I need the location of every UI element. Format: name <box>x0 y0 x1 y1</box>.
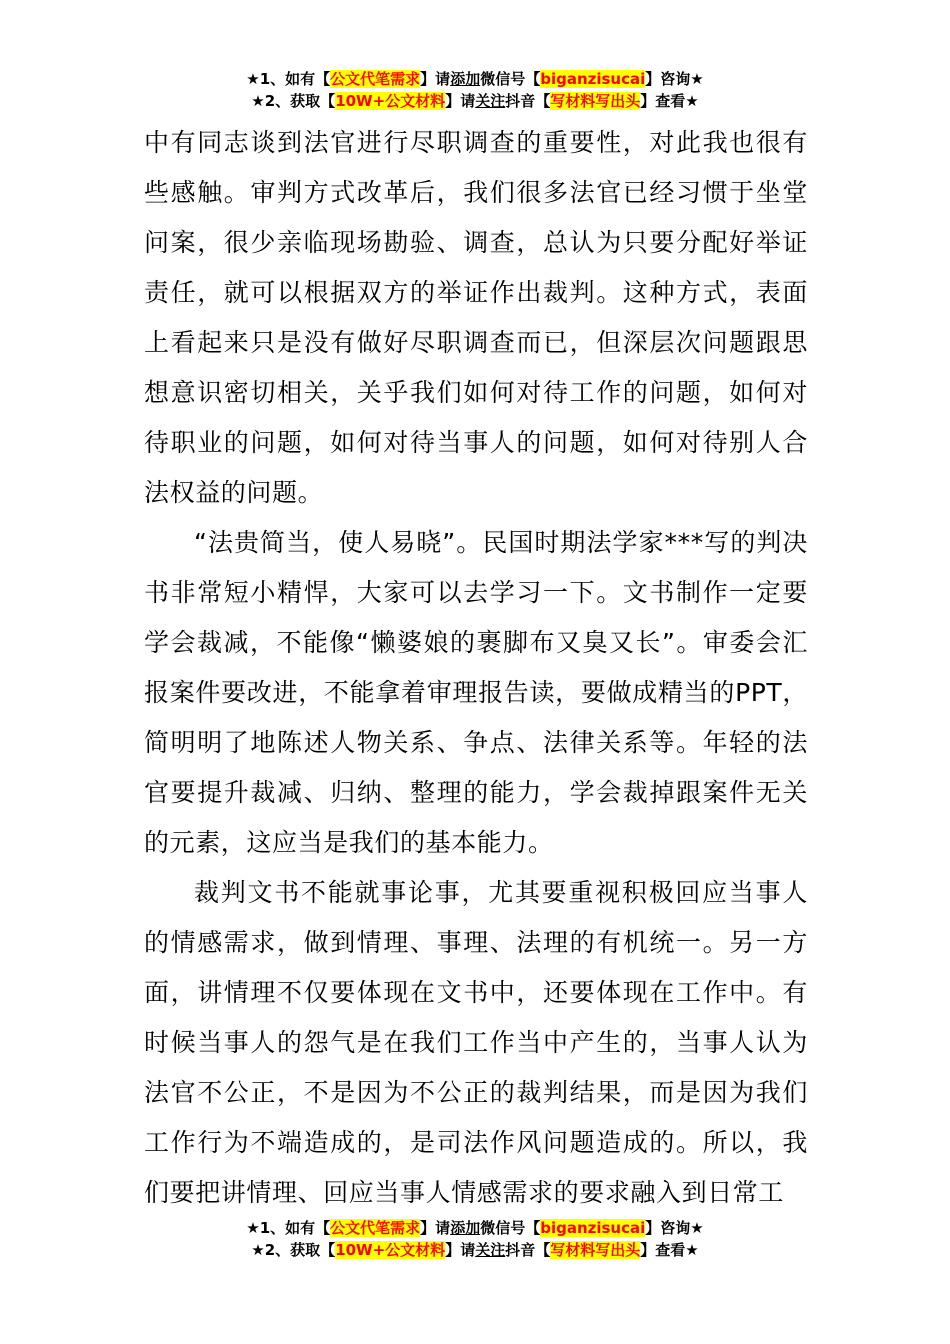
banner-text: ★1、如有【 <box>246 70 331 88</box>
banner-text: 】查看★ <box>640 1241 699 1259</box>
highlight-wechat-id: biganzisucai <box>540 1219 646 1237</box>
banner-text: ★1、如有【 <box>246 1219 331 1237</box>
footer-banner <box>0 1217 950 1261</box>
underlined-add: 添加 <box>450 70 481 88</box>
highlight-wechat-id: biganzisucai <box>540 70 646 88</box>
banner-line-2 <box>0 90 950 112</box>
banner-text: 】咨询★ <box>645 1219 704 1237</box>
banner-text: 】咨询★ <box>645 70 704 88</box>
banner-text: 】请 <box>445 92 476 110</box>
banner-text: 抖音【 <box>505 92 551 110</box>
banner-text: 】查看★ <box>640 92 699 110</box>
paragraph-3: 裁判文书不能就事论事，尤其要重视积极回应当事人的情感需求，做到情理、事理、法理的有机统一。另一方面，讲情理不仅要体现在文书中，还要体现在工作中。有时候当事人的怨气是在我们工作当中产生的，当事人认为法官不公正，不是因为不公正的裁判结果，而是因为我们工作行为不端造成的，是司法作风问题造成的。所以，我们要把讲情理、回应当事人情感需求的要求融入到日常工 <box>144 878 808 1207</box>
underlined-follow: 关注 <box>475 92 506 110</box>
banner-text: 抖音【 <box>505 1241 551 1259</box>
paragraph-1: 中有同志谈到法官进行尽职调查的重要性，对此我也很有些感触。审判方式改革后，我们很多法官已经习惯于坐堂问案，很少亲临现场勘验、调查，总认为只要分配好举证责任，就可以根据双方的举证作出裁判。这种方式，表面上看起来只是没有做好尽职调查而已，但深层次问题跟思想意识密切相关，关乎我们如何对待工作的问题，如何对待职业的问题，如何对待当事人的问题，如何对待别人合法权益的问题。 <box>144 128 808 507</box>
banner-text: 微信号【 <box>480 1219 541 1237</box>
banner-line-2 <box>0 1239 950 1261</box>
document-body <box>144 118 808 1218</box>
highlight-douyin-account: 写材料写出头 <box>550 92 641 110</box>
banner-text: 】请 <box>420 1219 451 1237</box>
underlined-add: 添加 <box>450 1219 481 1237</box>
highlight-douyin-account: 写材料写出头 <box>550 1241 641 1259</box>
banner-text: ★2、获取【 <box>251 1241 336 1259</box>
highlight-materials: 10W+公文材料 <box>335 92 446 110</box>
paragraph-2: “法贵简当，使人易晓”。民国时期法学家***写的判决书非常短小精悍，大家可以去学习一下。文书制作一定要学会裁减，不能像“懒婆娘的裹脚布又臭又长”。审委会汇报案件要改进，不能拿着审理报告读，要做成精当的PPT，简明明了地陈述人物关系、争点、法律关系等。年轻的法官要提升裁减、归纳、整理的能力，学会裁掉跟案件无关的元素，这应当是我们的基本能力。 <box>144 528 808 857</box>
banner-text: ★2、获取【 <box>251 92 336 110</box>
banner-line-1 <box>0 1217 950 1239</box>
banner-text: 】请 <box>445 1241 476 1259</box>
highlight-service: 公文代笔需求 <box>330 1219 421 1237</box>
banner-text: 微信号【 <box>480 70 541 88</box>
highlight-service: 公文代笔需求 <box>330 70 421 88</box>
banner-line-1 <box>0 68 950 90</box>
underlined-follow: 关注 <box>475 1241 506 1259</box>
header-banner <box>0 68 950 112</box>
banner-text: 】请 <box>420 70 451 88</box>
highlight-materials: 10W+公文材料 <box>335 1241 446 1259</box>
